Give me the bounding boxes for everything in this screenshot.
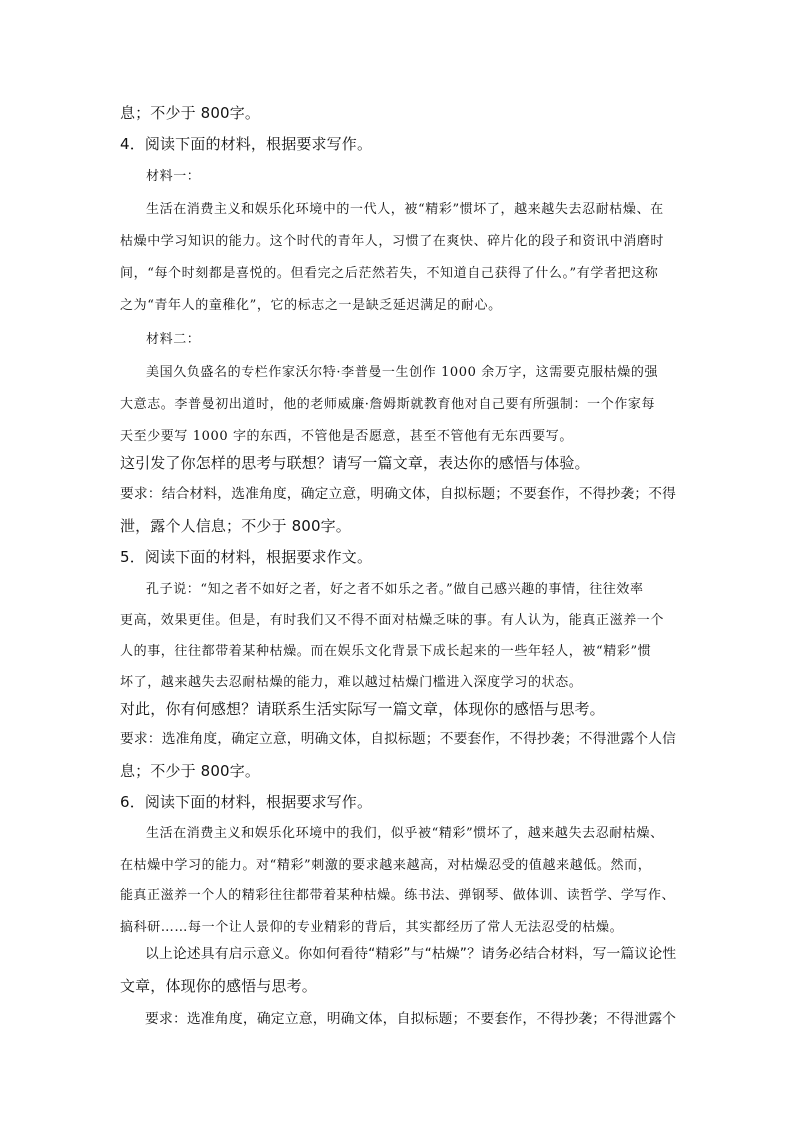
text-line: 天至少要写 1000 字的东西，不管他是否愿意，甚至不管他有无东西要写。: [120, 429, 573, 444]
text-line: 搞科研……每一个让人景仰的专业精彩的背后，其实都经历了常人无法忍受的枯燥。: [120, 920, 624, 935]
question-6-heading: 6．阅读下面的材料，根据要求写作。: [120, 793, 373, 811]
material-1-label: 材料一：: [146, 169, 201, 184]
prompt-line: 对此，你有何感想？请联系生活实际写一篇文章，体现你的感悟与思考。: [120, 700, 605, 718]
text-line: 更高，效果更佳。但是，有时我们又不得不面对枯燥乏味的事。有人认为，能真正滋养一个: [120, 613, 665, 628]
text-line: 息；不少于 800字。: [120, 104, 261, 122]
text-line: 美国久负盛名的专栏作家沃尔特·李普曼一生创作 1000 余万字，这需要克服枯燥的强: [146, 365, 659, 380]
text-line: 能真正滋养一个人的精彩往往都带着某种枯燥。练书法、弹钢琴、做体训、读哲学、学写作、: [120, 888, 676, 903]
question-5-heading: 5．阅读下面的材料，根据要求作文。: [120, 548, 373, 566]
requirement-line: 要求：选准角度，确定立意，明确文体，自拟标题；不要套作，不得抄袭；不得泄露个人信: [120, 731, 677, 747]
prompt-line: 以上论述具有启示意义。你如何看待“精彩”与“枯燥”？请务必结合材料，写一篇议论性: [145, 946, 677, 962]
requirement-line: 泄，露个人信息；不少于 800字。: [120, 517, 351, 535]
prompt-line: 这引发了你怎样的思考与联想？请写一篇文章，表达你的感悟与体验。: [120, 454, 590, 472]
text-line: 在枯燥中学习的能力。对“精彩”刺激的要求越来越高，对枯燥忍受的值越来越低。然而，: [120, 858, 652, 873]
text-line: 生活在消费主义和娱乐化环境中的我们，似乎被“精彩”惯坏了，越来越失去忍耐枯燥、: [146, 826, 664, 841]
material-2-label: 材料二：: [146, 332, 201, 347]
question-4-heading: 4．阅读下面的材料，根据要求写作。: [120, 135, 373, 153]
text-line: 间，“每个时刻都是喜悦的。但看完之后茫然若失，不知道自己获得了什么。”有学者把这称: [120, 266, 659, 281]
text-line: 人的事，往往都带着某种枯燥。而在娱乐文化背景下成长起来的一些年轻人，被“精彩”惯: [120, 644, 652, 659]
text-line: 坏了，越来越失去忍耐枯燥的能力，难以越过枯燥门槛进入深度学习的状态。: [120, 675, 583, 690]
prompt-line: 文章，体现你的感悟与思考。: [120, 977, 317, 995]
text-line: 生活在消费主义和娱乐化环境中的一代人，被“精彩”惯坏了，越来越失去忍耐枯燥、在: [146, 202, 664, 217]
text-line: 大意志。李普曼初出道时，他的老师威廉·詹姆斯就教育他对自己要有所强制：一个作家每: [120, 397, 656, 412]
requirement-line: 息；不少于 800字。: [120, 762, 261, 780]
text-line: 枯燥中学习知识的能力。这个时代的青年人，习惯了在爽快、碎片化的段子和资讯中消磨时: [120, 234, 665, 249]
text-line: 孔子说：“知之者不如好之者，好之者不如乐之者。”做自己感兴趣的事情，往往效率: [146, 582, 644, 597]
text-line: 之为“青年人的童稚化”，它的标志之一是缺乏延迟满足的耐心。: [120, 298, 502, 313]
requirement-line: 要求：结合材料，选准角度，确定立意，明确文体，自拟标题；不要套作，不得抄袭；不得: [120, 486, 677, 502]
requirement-line: 要求：选准角度，确定立意，明确文体，自拟标题；不要套作，不得抄袭；不得泄露个: [145, 1011, 677, 1027]
